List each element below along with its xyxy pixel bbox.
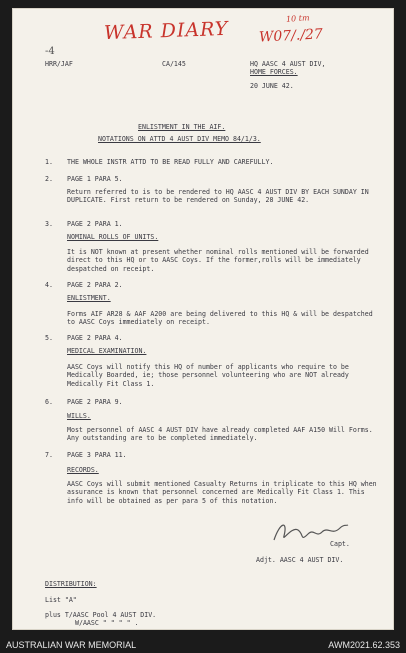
- item-subheading: ENLISTMENT.: [67, 294, 111, 302]
- item-body: It is NOT known at present whether nominal rolls mentioned will be forwarded direct to this HQ or to AASC Coys. If the former,rolls will be immediately despatched on receipt.: [67, 248, 369, 273]
- item-subheading: NOMINAL ROLLS OF UNITS.: [67, 233, 159, 241]
- item-body: AASC Coys will notify this HQ of number of applicants who require to be Medically Boarded, ie; those personnel volunteering who are NOT already Medically Fit Class 1.: [67, 363, 349, 388]
- memo-title: ENLISTMENT IN THE AIF.: [138, 123, 226, 131]
- item-number: 1.: [45, 158, 53, 166]
- signature-rank: Capt.: [330, 540, 350, 548]
- item-heading: PAGE 2 PARA 4.: [67, 334, 123, 342]
- handwritten-mark: -4: [45, 46, 55, 57]
- handwritten-note: 10 tm: [285, 13, 310, 24]
- footer-accession: AWM2021.62.353: [328, 639, 400, 650]
- item-heading: PAGE 2 PARA 1.: [67, 220, 123, 228]
- item-body: AASC Coys will submit mentioned Casualty Returns in triplicate to this HQ when assurance is known that personnel concerned are Medically Fit Class 1. This info will be obtained as per para 5 of this notation.: [67, 480, 377, 505]
- distribution-plus: plus T/AASC Pool 4 AUST DIV.: [45, 611, 157, 619]
- item-subheading: MEDICAL EXAMINATION.: [67, 347, 147, 355]
- handwritten-reference: W07/./27: [258, 26, 324, 46]
- item-body: Most personnel of AASC 4 AUST DIV have already completed AAF A150 Will Forms. Any outstanding are to be completed immediately.: [67, 426, 373, 443]
- signature-title: Adjt. AASC 4 AUST DIV.: [256, 556, 344, 564]
- item-heading: THE WHOLE INSTR ATTD TO BE READ FULLY AND CAREFULLY.: [67, 158, 274, 166]
- item-number: 4.: [45, 281, 53, 289]
- memo-date: 20 JUNE 42.: [250, 82, 294, 90]
- item-heading: PAGE 1 PARA 5.: [67, 175, 123, 183]
- memo-subtitle: NOTATIONS ON ATTD 4 AUST DIV MEMO 84/1/3.: [98, 135, 261, 143]
- item-heading: PAGE 3 PARA 11.: [67, 451, 127, 459]
- item-body: Forms AIF AR28 & AAF A200 are being delivered to this HQ & will be despatched to AASC Coys immediately on receipt.: [67, 310, 373, 327]
- footer-institution: AUSTRALIAN WAR MEMORIAL: [6, 639, 137, 650]
- item-number: 3.: [45, 220, 53, 228]
- ca-number: CA/145: [162, 60, 186, 68]
- distribution-plus-2: W/AASC " " " " .: [75, 619, 139, 627]
- item-number: 6.: [45, 398, 53, 406]
- archive-footer: [0, 636, 406, 653]
- item-number: 7.: [45, 451, 53, 459]
- item-number: 5.: [45, 334, 53, 342]
- item-number: 2.: [45, 175, 53, 183]
- distribution-label: DISTRIBUTION:: [45, 580, 97, 588]
- item-body: Return referred to is to be rendered to HQ AASC 4 AUST DIV BY EACH SUNDAY IN DUPLICATE. First return to be rendered on Sunday, 28 JUNE 42.: [67, 188, 369, 205]
- item-subheading: RECORDS.: [67, 466, 99, 474]
- address-line-2: HOME FORCES.: [250, 68, 298, 76]
- distribution-list: List "A": [45, 596, 77, 604]
- document-page: [12, 8, 394, 630]
- item-heading: PAGE 2 PARA 2.: [67, 281, 123, 289]
- item-subheading: WILLS.: [67, 412, 91, 420]
- item-heading: PAGE 2 PARA 9.: [67, 398, 123, 406]
- file-ref: HRR/JAF: [45, 60, 73, 68]
- address-line-1: HQ AASC 4 AUST DIV,: [250, 60, 326, 68]
- handwritten-war-diary: WAR DIARY: [103, 17, 229, 45]
